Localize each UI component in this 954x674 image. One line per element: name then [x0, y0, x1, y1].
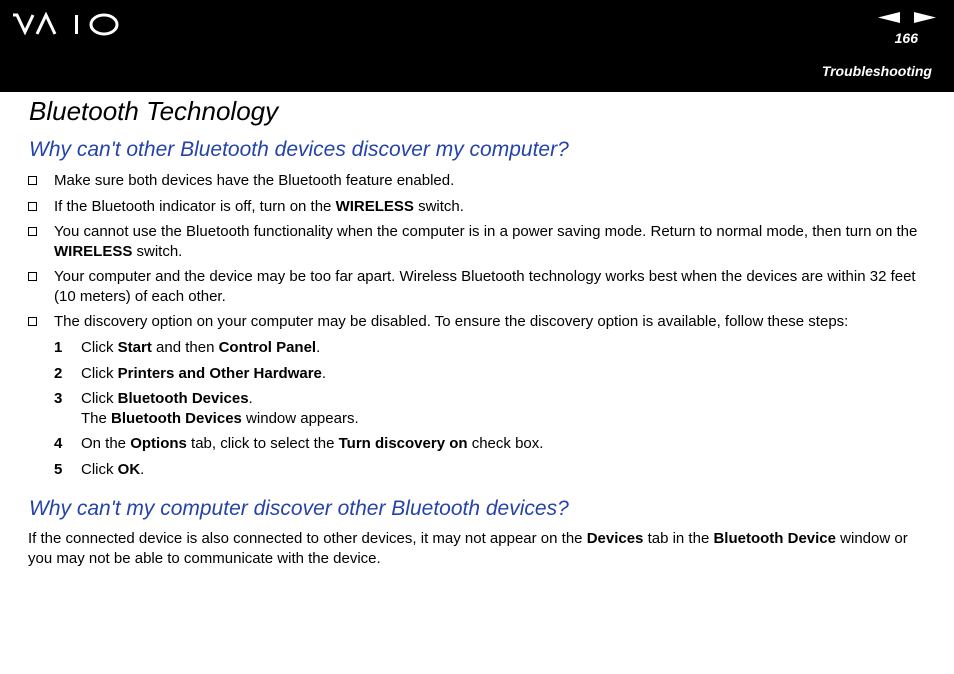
text-run: and then	[151, 339, 219, 356]
arrow-right-icon[interactable]	[914, 10, 936, 28]
section1-heading: Why can't other Bluetooth devices discover my computer?	[29, 138, 569, 161]
step-text	[81, 364, 911, 384]
text-run: .	[321, 365, 327, 382]
bold-term: WIRELESS	[54, 243, 133, 260]
text-run: On the	[81, 435, 131, 452]
header-bar	[0, 0, 954, 92]
text-run: window or you may not be able to communicate with the device.	[28, 530, 908, 567]
bullet-text	[54, 267, 928, 307]
text-run: Click	[81, 390, 118, 407]
step-number: 1	[54, 339, 63, 356]
step-number: 5	[54, 461, 63, 478]
section2-heading: Why can't my computer discover other Bluetooth devices?	[29, 497, 569, 520]
checkbox-bullet-icon	[28, 317, 37, 326]
text-run: switch.	[132, 243, 183, 260]
bold-term: Printers and Other Hardware	[117, 365, 322, 382]
bullet-text	[54, 197, 928, 217]
text-run: window appears.	[241, 410, 359, 427]
bullet-text	[54, 222, 928, 262]
page-title: Bluetooth Technology	[29, 96, 279, 126]
step-text	[81, 338, 911, 358]
text-run: tab, click to select the	[186, 435, 339, 452]
step-text	[81, 460, 911, 480]
bold-term: Bluetooth Devices	[117, 390, 249, 407]
text-run: check box.	[467, 435, 544, 452]
checkbox-bullet-icon	[28, 227, 37, 236]
bullet-text	[54, 312, 928, 332]
bold-term: Turn discovery on	[338, 435, 468, 452]
bold-term: Start	[117, 339, 152, 356]
text-run: Make sure both devices have the Bluetooth feature enabled.	[54, 172, 455, 189]
bold-term: Bluetooth Device	[713, 530, 836, 547]
text-run: .	[316, 339, 321, 356]
text-run: The discovery option on your computer may be disabled. To ensure the discovery option is available, follow these steps:	[54, 313, 849, 330]
section-label: Troubleshooting	[821, 63, 932, 79]
step-text	[81, 389, 911, 429]
checkbox-bullet-icon	[28, 202, 37, 211]
vaio-logo	[13, 12, 121, 38]
section2-paragraph	[28, 529, 933, 569]
step-number: 3	[54, 390, 63, 407]
text-run: switch.	[413, 198, 464, 215]
bullet-text	[54, 171, 928, 191]
bold-term: Options	[130, 435, 187, 452]
text-run: tab in the	[643, 530, 714, 547]
text-run: Click	[81, 461, 118, 478]
text-run: .	[140, 461, 145, 478]
text-run: Your computer and the device may be too far apart. Wireless Bluetooth technology works best when the devices are within 32 feet (10 meters) of each other.	[54, 268, 916, 305]
text-run: Click	[81, 339, 118, 356]
text-run: If the connected device is also connected to other devices, it may not appear on the	[28, 530, 587, 547]
bold-term: Control Panel	[218, 339, 317, 356]
checkbox-bullet-icon	[28, 272, 37, 281]
step-number: 4	[54, 435, 63, 452]
bold-term: Devices	[586, 530, 644, 547]
bold-term: WIRELESS	[335, 198, 414, 215]
arrow-left-icon[interactable]	[878, 10, 900, 28]
page-number: 166	[894, 30, 918, 46]
checkbox-bullet-icon	[28, 176, 37, 185]
step-text	[81, 434, 911, 454]
bold-term: OK	[117, 461, 141, 478]
bold-term: Bluetooth Devices	[111, 410, 242, 427]
text-run: You cannot use the Bluetooth functionality when the computer is in a power saving mode. Return to normal mode, then turn on the	[54, 223, 918, 240]
text-run: The	[81, 410, 112, 427]
text-run: Click	[81, 365, 118, 382]
text-run: If the Bluetooth indicator is off, turn on the	[54, 198, 336, 215]
text-run: .	[248, 390, 253, 407]
step-number: 2	[54, 365, 63, 382]
